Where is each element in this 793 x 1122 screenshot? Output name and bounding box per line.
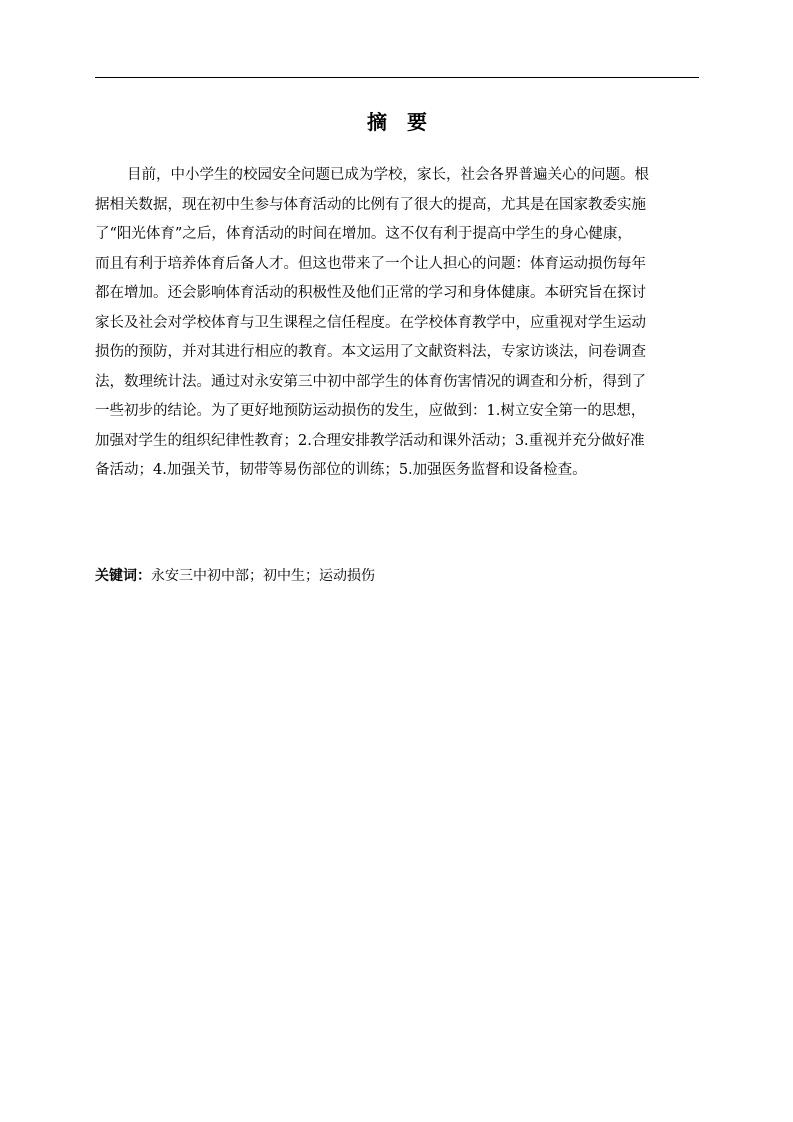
abstract-line: 目前，中小学生的校园安全问题已成为学校，家长，社会各界普遍关心的问题。根 [127, 167, 649, 183]
keywords-line [95, 565, 699, 587]
abstract-line: 而且有利于培养体育后备人才。但这也带来了一个让人担心的问题：体育运动损伤每年 [95, 255, 646, 272]
abstract-body [95, 161, 703, 486]
title-char: 要 [407, 110, 427, 134]
keywords-label: 关键词： [95, 568, 151, 584]
abstract-line: 了“阳光体育”之后，体育活动的时间在增加。这不仅有利于提高中学生的身心健康， [95, 226, 632, 242]
abstract-line: 都在增加。还会影响体育活动的积极性及他们正常的学习和身体健康。本研究旨在探讨 [95, 285, 646, 301]
abstract-line: 法，数理统计法。通过对永安第三中初中部学生的体育伤害情况的调查和分析，得到了 [95, 373, 646, 390]
abstract-line: 备活动；4.加强关节，韧带等易伤部位的训练；5.加强医务监督和设备检查。 [95, 462, 587, 478]
abstract-line: 损伤的预防，并对其进行相应的教育。本文运用了文献资料法，专家访谈法，问卷调查 [95, 344, 646, 360]
abstract-line: 加强对学生的组织纪律性教育；2.合理安排教学活动和课外活动；3.重视并充分做好准 [95, 432, 645, 449]
title-char: 摘 [367, 110, 387, 134]
abstract-line: 据相关数据，现在初中生参与体育活动的比例有了很大的提高，尤其是在国家教委实施 [95, 196, 646, 213]
page-title [95, 108, 699, 136]
header-rule [95, 77, 699, 78]
abstract-line: 家长及社会对学校体育与卫生课程之信任程度。在学校体育教学中，应重视对学生运动 [95, 314, 646, 331]
abstract-line: 一些初步的结论。为了更好地预防运动损伤的发生，应做到：1.树立安全第一的思想， [95, 403, 646, 419]
keywords-text: 永安三中初中部；初中生；运动损伤 [151, 568, 375, 584]
